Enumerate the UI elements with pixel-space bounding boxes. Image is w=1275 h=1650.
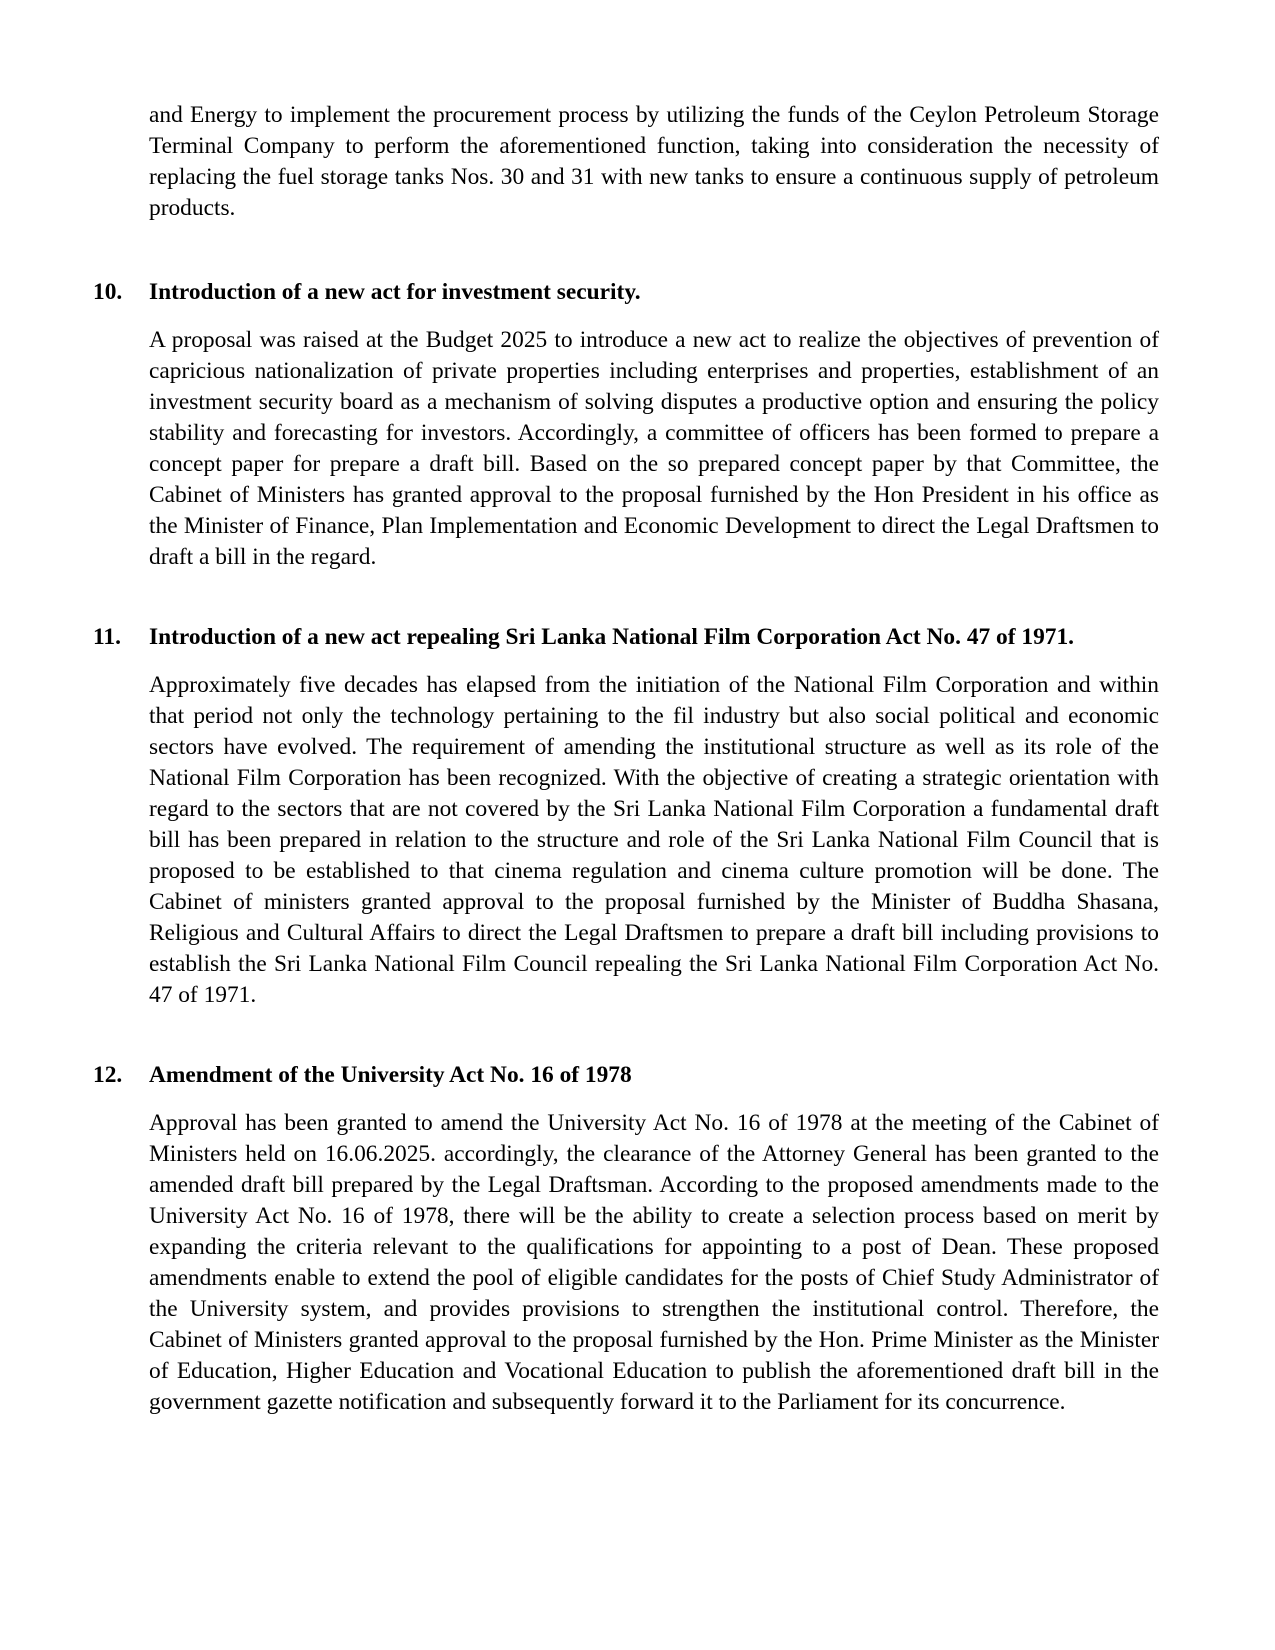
section-body: Approximately five decades has elapsed from the initiation of the National Film Corporation and within that period not only the technology pertaining to the fil industry but also social political and economic sectors have evolved. The requirement of amending the institutional structure as well as its role of the National Film Corporation has been recognized. With the objective of creating a strategic orientation with regard to the sectors that are not covered by the Sri Lanka National Film Corporation a fundamental draft bill has been prepared in relation to the structure and role of the Sri Lanka National Film Council that is proposed to be established to that cinema regulation and cinema culture promotion will be done. The Cabinet of ministers granted approval to the proposal furnished by the Minister of Buddha Shasana, Religious and Cultural Affairs to direct the Legal Draftsmen to prepare a draft bill including provisions to establish the Sri Lanka National Film Council repealing the Sri Lanka National Film Corporation Act No. 47 of 1971.	[149, 672, 1159, 1008]
section-title: Amendment of the University Act No. 16 of 1978	[149, 1062, 632, 1088]
section-number: 11.	[93, 624, 121, 650]
section-number: 12.	[93, 1062, 123, 1088]
section-title: Introduction of a new act repealing Sri Lanka National Film Corporation Act No. 47 of 1971.	[149, 624, 1075, 650]
intro-paragraph: and Energy to implement the procurement process by utilizing the funds of the Ceylon Petroleum Storage Terminal Company to perform the aforementioned function, taking into consideration the necessity of replacing the fuel storage tanks Nos. 30 and 31 with new tanks to ensure a continuous supply of petroleum products.	[149, 102, 1159, 221]
section-number: 10.	[93, 279, 123, 305]
section-body: A proposal was raised at the Budget 2025 to introduce a new act to realize the objectives of prevention of capricious nationalization of private properties including enterprises and properties, establishment of an investment security board as a mechanism of solving disputes a productive option and ensuring the policy stability and forecasting for investors. Accordingly, a committee of officers has been formed to prepare a concept paper for prepare a draft bill. Based on the so prepared concept paper by that Committee, the Cabinet of Ministers has granted approval to the proposal furnished by the Hon President in his office as the Minister of Finance, Plan Implementation and Economic Development to direct the Legal Draftsmen to draft a bill in the regard.	[149, 327, 1159, 570]
section-body: Approval has been granted to amend the University Act No. 16 of 1978 at the meeting of the Cabinet of Ministers held on 16.06.2025. accordingly, the clearance of the Attorney General has been granted to the amended draft bill prepared by the Legal Draftsman. According to the proposed amendments made to the University Act No. 16 of 1978, there will be the ability to create a selection process based on merit by expanding the criteria relevant to the qualifications for appointing to a post of Dean. These proposed amendments enable to extend the pool of eligible candidates for the posts of Chief Study Administrator of the University system, and provides provisions to strengthen the institutional control. Therefore, the Cabinet of Ministers granted approval to the proposal furnished by the Hon. Prime Minister as the Minister of Education, Higher Education and Vocational Education to publish the aforementioned draft bill in the government gazette notification and subsequently forward it to the Parliament for its concurrence.	[149, 1110, 1159, 1415]
section-title: Introduction of a new act for investment security.	[149, 279, 641, 305]
